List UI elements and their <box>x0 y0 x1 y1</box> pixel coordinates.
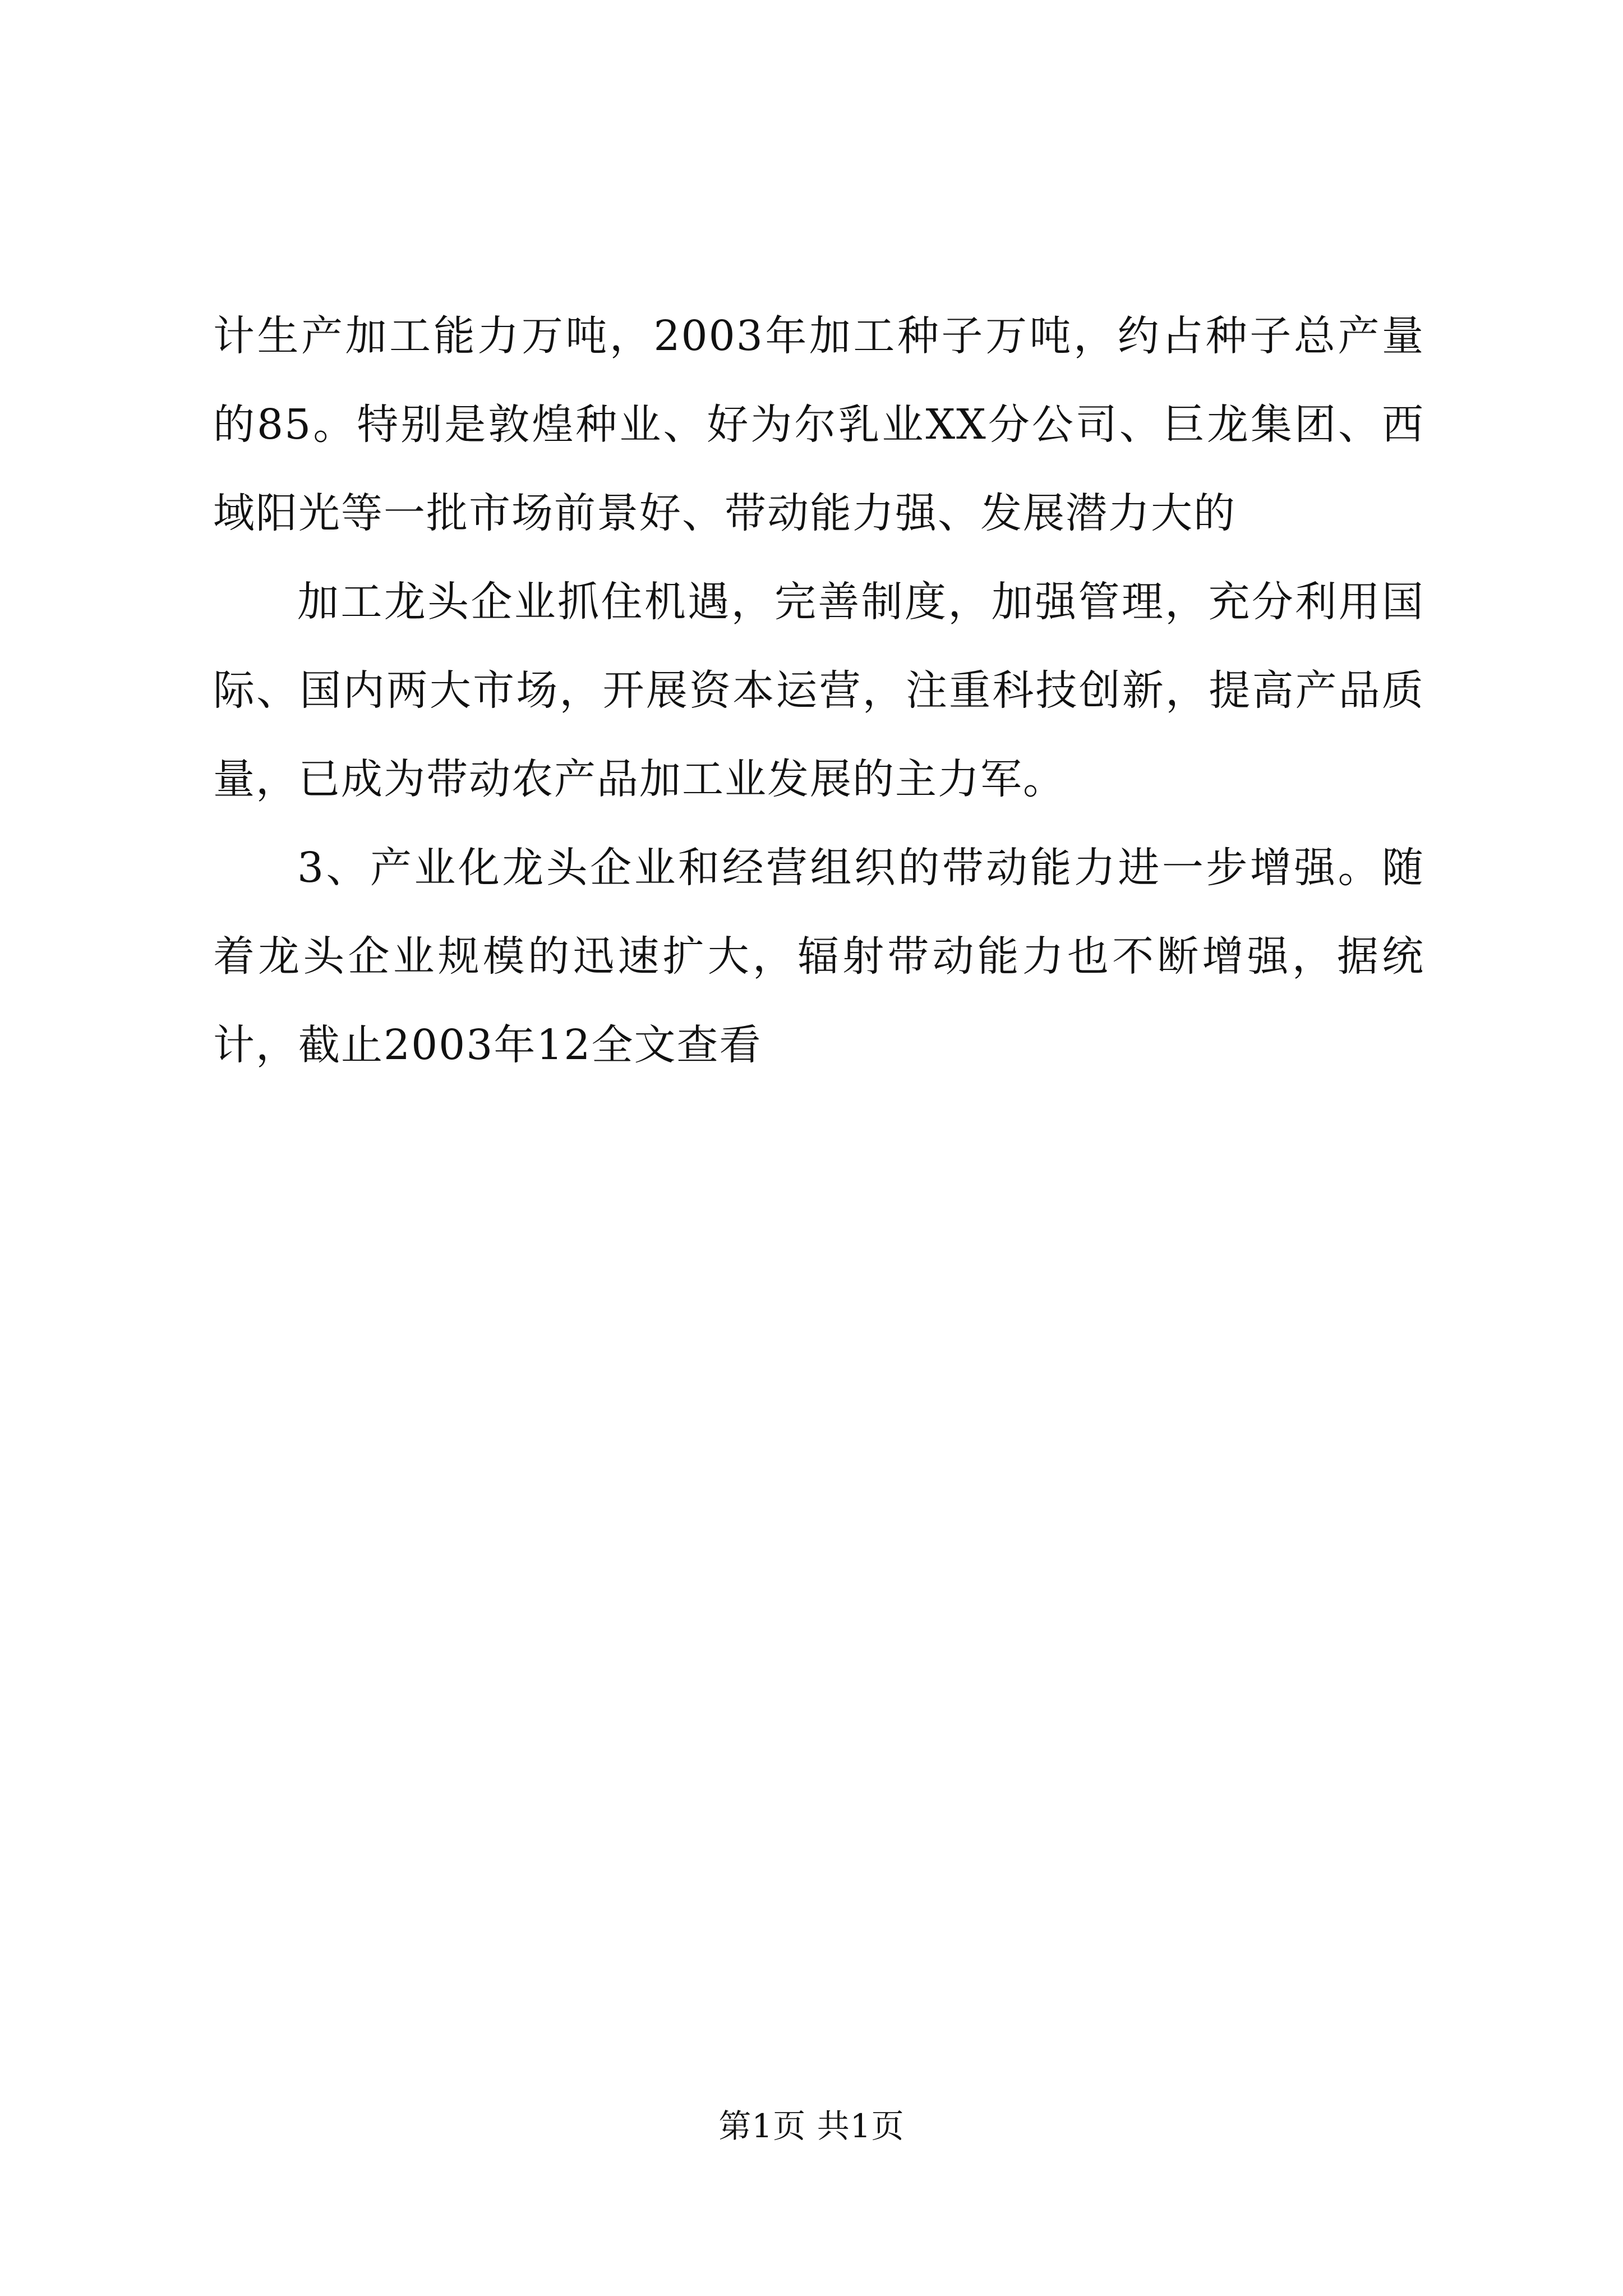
page-footer: 第1页 共1页 <box>718 2107 905 2145</box>
paragraph-1: 计生产加工能力万吨，2003年加工种子万吨，约占种子总产量的85。特别是敦煌种业、好为尔乳业XX分公司、巨龙集团、西域阳光等一批市场前景好、带动能力强、发展潜力大的 <box>213 312 1424 537</box>
paragraph-3: 3、产业化龙头企业和经营组织的带动能力进一步增强。随着龙头企业规模的迅速扩大，辐射带动能力也不断增强，据统计，截止2003年12全文查看 <box>213 844 1424 1069</box>
paragraph-2: 加工龙头企业抓住机遇，完善制度，加强管理，充分利用国际、国内两大市场，开展资本运营，注重科技创新，提高产品质量，已成为带动农产品加工业发展的主力军。 <box>213 578 1424 803</box>
document-body <box>213 292 1424 1089</box>
